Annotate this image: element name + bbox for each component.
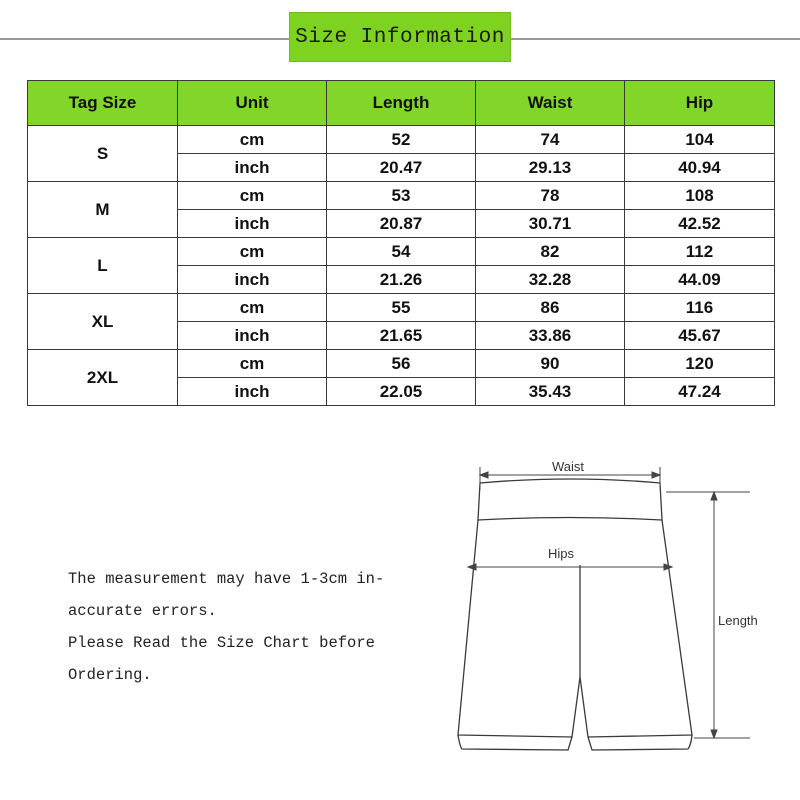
table-row — [28, 182, 775, 210]
hip-cell: 42.52 — [625, 210, 775, 238]
length-cell: 22.05 — [327, 378, 476, 406]
shorts-body-outline — [458, 520, 692, 737]
length-cell: 21.65 — [327, 322, 476, 350]
waist-cell: 32.28 — [476, 266, 625, 294]
hip-cell: 120 — [625, 350, 775, 378]
unit-cell: cm — [178, 182, 327, 210]
hip-cell: 104 — [625, 126, 775, 154]
hip-cell: 116 — [625, 294, 775, 322]
length-label: Length — [718, 613, 758, 628]
waist-cell: 30.71 — [476, 210, 625, 238]
page-title: Size Information — [289, 12, 511, 62]
unit-cell: inch — [178, 154, 327, 182]
waist-cell: 33.86 — [476, 322, 625, 350]
waist-cell: 78 — [476, 182, 625, 210]
table-header-row — [28, 81, 775, 126]
hip-cell: 44.09 — [625, 266, 775, 294]
measurement-note — [68, 563, 408, 691]
header-rule-left — [0, 38, 290, 40]
waist-label: Waist — [552, 459, 585, 474]
unit-cell: inch — [178, 210, 327, 238]
note-line: Please Read the Size Chart before — [68, 634, 375, 652]
length-cell: 20.87 — [327, 210, 476, 238]
length-cell: 53 — [327, 182, 476, 210]
unit-cell: cm — [178, 350, 327, 378]
waist-cell: 82 — [476, 238, 625, 266]
unit-cell: cm — [178, 126, 327, 154]
unit-cell: inch — [178, 378, 327, 406]
length-cell: 20.47 — [327, 154, 476, 182]
unit-cell: cm — [178, 238, 327, 266]
table-row — [28, 294, 775, 322]
table-row — [28, 238, 775, 266]
hips-label: Hips — [548, 546, 575, 561]
size-label: M — [28, 182, 178, 238]
size-table — [27, 80, 775, 406]
waist-cell: 29.13 — [476, 154, 625, 182]
hip-cell: 108 — [625, 182, 775, 210]
waistband-outline — [478, 479, 662, 520]
table-row — [28, 126, 775, 154]
waist-cell: 74 — [476, 126, 625, 154]
unit-cell: cm — [178, 294, 327, 322]
size-label: L — [28, 238, 178, 294]
col-header-length: Length — [327, 81, 476, 126]
waist-cell: 86 — [476, 294, 625, 322]
size-label: XL — [28, 294, 178, 350]
col-header-tag-size: Tag Size — [28, 81, 178, 126]
size-label: 2XL — [28, 350, 178, 406]
length-cell: 56 — [327, 350, 476, 378]
col-header-hip: Hip — [625, 81, 775, 126]
note-line: The measurement may have 1-3cm in- — [68, 570, 385, 588]
unit-cell: inch — [178, 266, 327, 294]
unit-cell: inch — [178, 322, 327, 350]
note-line: accurate errors. — [68, 602, 217, 620]
col-header-waist: Waist — [476, 81, 625, 126]
length-cell: 21.26 — [327, 266, 476, 294]
shorts-diagram — [440, 445, 780, 785]
length-cell: 55 — [327, 294, 476, 322]
waist-cell: 90 — [476, 350, 625, 378]
hip-cell: 47.24 — [625, 378, 775, 406]
length-cell: 52 — [327, 126, 476, 154]
length-cell: 54 — [327, 238, 476, 266]
hip-cell: 40.94 — [625, 154, 775, 182]
size-label: S — [28, 126, 178, 182]
note-line: Ordering. — [68, 666, 152, 684]
col-header-unit: Unit — [178, 81, 327, 126]
waist-cell: 35.43 — [476, 378, 625, 406]
table-row — [28, 350, 775, 378]
hip-cell: 45.67 — [625, 322, 775, 350]
header-rule-right — [510, 38, 800, 40]
hip-cell: 112 — [625, 238, 775, 266]
